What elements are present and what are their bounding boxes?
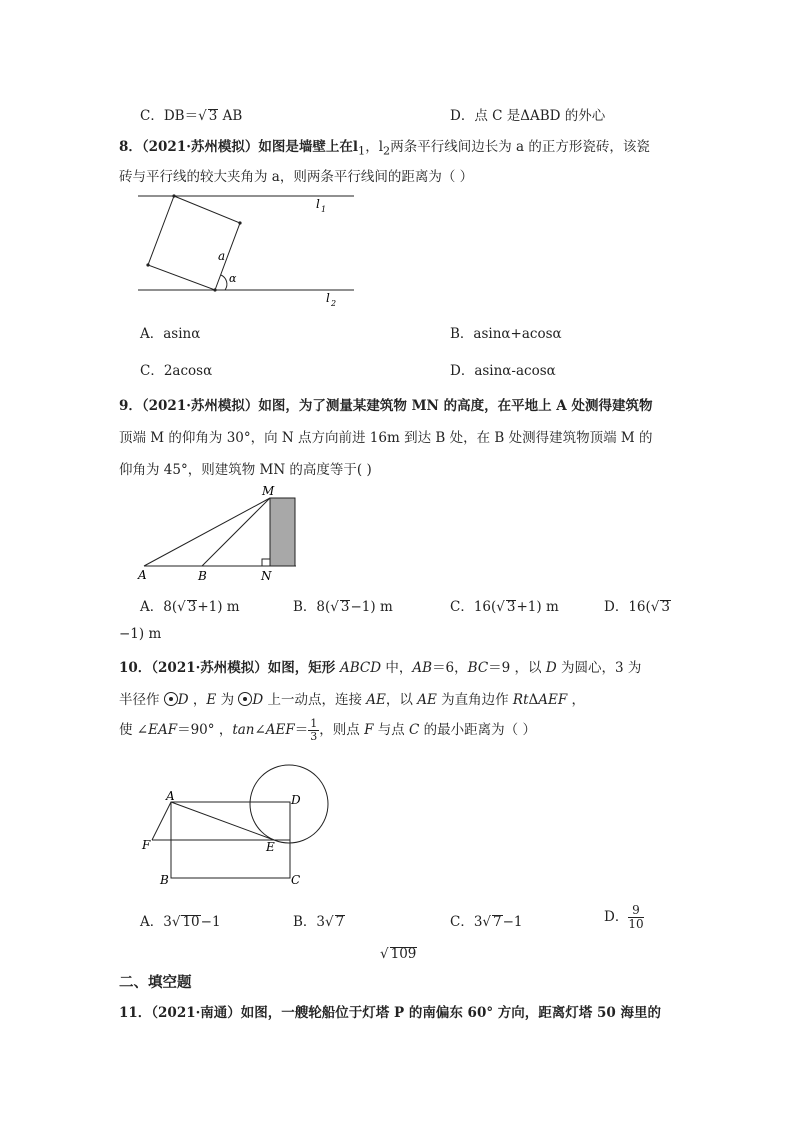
q10-stem-line2 [119,688,585,708]
q7-option-c-tail: AB [222,108,243,124]
q10-option-a-post: −1 [200,914,221,930]
q8-stem-line1 [119,135,650,158]
q10-line3-e: ＝ [294,722,309,739]
q10-option-c-root: 7 [493,914,502,930]
q10-option-d [604,904,644,931]
q8-line1-tail: 两条平行线间边长为 a 的正方形瓷砖，该瓷 [390,139,650,155]
q10-line2-a: 半径作 [119,692,164,708]
q8-line1-text: 8．（2021·苏州模拟）如图是墙壁上在l [119,139,359,155]
q10-line3-a: 使 [119,722,137,739]
q10-line1-a: 10．（2021·苏州模拟）如图，矩形 [119,660,341,676]
q10-stem-line1 [119,656,641,676]
q9-option-b: B．8(√ 3−1) m [293,599,393,615]
q10-line3-c: ＝90° ， [177,722,233,739]
section-title: 二、填空题 [119,974,192,991]
q10-line3-j: 的最小距离为（ ） [419,722,536,739]
q9-option-d-pre: D．16( [604,599,651,615]
q9-option-d-root: 3 [661,599,670,615]
q9-n-label: N [261,569,272,583]
q10-line3-d: tan∠AEF [232,722,295,739]
q10-option-a-pre: A．3 [140,914,172,930]
q10-line2-l: Rt [512,692,529,708]
q7-option-d: D．点 C 是ΔABD 的外心 [450,108,606,124]
q9-option-b-pre: B．8( [293,599,331,615]
circle-dot-icon [238,692,252,706]
q11-stem-line1: 11．（2021·南通）如图，一艘轮船位于灯塔 P 的南偏东 60° 方向，距离灯塔 50 海里的 [119,1005,661,1021]
q10-line2-f: D [252,692,264,708]
q10-line1-c: 中， [381,660,413,676]
q10-line2-b: D [177,692,189,708]
q7-option-c-root: 3 [208,108,218,124]
q9-option-a-root: 3 [187,599,197,615]
q10-option-c: C．3√ 7−1 [450,914,523,930]
q10-option-b-pre: B．3 [293,914,326,930]
q10-stray-root: √ 109 [380,946,417,962]
q9-option-a: A．8(√ 3+1) m [140,599,240,615]
q10-line2-g: 上一动点，连接 [263,692,367,708]
q10-line2-i: ，以 [385,692,418,708]
q9-stem-line2: 顶端 M 的仰角为 30°，向 N 点方向前进 16m 到达 B 处，在 B 处测得建筑物顶端 M 的 [119,430,653,446]
circle-dot-icon [164,692,178,706]
q9-option-d-continued: −1) m [119,626,162,642]
q8-a-label: a [218,249,226,263]
q10-option-b-root: 7 [335,914,345,930]
q9-option-a-post: +1) m [197,599,240,615]
q10-line2-d: E [206,692,217,708]
q10-line1-i: 为圆心，3 为 [556,660,642,676]
q9-option-d: D．16(√ 3 [604,599,670,615]
q10-f-label: F [142,838,151,852]
q10-line2-k: 为直角边作 [436,692,513,708]
q10-option-d-fraction [628,904,643,931]
q8-option-a: A．asinα [140,326,201,342]
q10-line1-d: AB [412,660,433,676]
q8-sub1: 1 [358,144,366,158]
q10-option-c-pre: C．3 [450,914,483,930]
q10-option-b: B．3√ 7 [293,914,345,930]
q10-c-label: C [291,873,301,887]
q10-line1-h: D [545,660,557,676]
q10-line2-e: 为 [216,692,239,708]
q10-stem-line3 [119,718,536,743]
q10-frac-den: 3 [310,730,318,744]
q8-option-d: D．asinα-acosα [450,363,556,379]
q10-line2-c: ， [188,692,207,708]
q8-l1-sub: 1 [321,205,327,214]
q10-option-d-pre: D． [604,909,629,926]
q10-line3-f: ，则点 [319,722,365,739]
q9-m-label: M [262,484,275,498]
q10-line2-h: AE [366,692,386,708]
q9-b-label: B [198,569,207,583]
q8-line1-mid: ，l [365,139,384,155]
q10-tan-fraction [308,718,319,743]
q8-l2-label: l [326,291,330,305]
q10-line2-j: AE [417,692,437,708]
q10-option-d-num: 9 [628,904,643,918]
q10-line1-e: ＝6， [432,660,468,676]
q10-line3-i: C [409,722,420,739]
q7-option-c: C．DB＝√ 3 AB [140,108,243,124]
q10-a-label: A [166,789,175,803]
q9-option-b-root: 3 [340,599,350,615]
q9-figure [130,482,310,587]
q10-stray-root-value: 109 [390,946,417,962]
q8-option-c: C．2acosα [140,363,213,379]
q9-option-c: C．16(√ 3+1) m [450,599,559,615]
q10-line1-f: BC [467,660,489,676]
q10-line2-m: Δ [528,692,539,708]
q9-option-a-pre: A．8( [140,599,178,615]
q9-stem-line3: 仰角为 45°，则建筑物 MN 的高度等于( ) [119,462,372,478]
q10-line1-g: ＝9 ，以 [488,660,546,676]
q9-a-label: A [138,568,147,582]
q10-e-label: E [266,840,275,854]
q10-line2-n: AEF [538,692,568,708]
q10-line3-h: 与点 [373,722,410,739]
q10-line1-b: ABCD [340,660,382,676]
q10-line2-o: ， [567,692,586,708]
q10-option-a: A．3√ 10−1 [140,914,221,930]
q9-option-c-post: +1) m [516,599,559,615]
q10-option-d-den: 10 [628,917,644,932]
q10-line3-b: ∠EAF [136,722,178,739]
q10-figure [130,760,350,895]
q10-option-c-post: −1 [502,914,523,930]
q9-option-b-post: −1) m [350,599,393,615]
q9-stem-line1: 9．（2021·苏州模拟）如图，为了测量某建筑物 MN 的高度，在平地上 A 处测得建筑物 [119,398,653,414]
q8-stem-line2: 砖与平行线的较大夹角为 a，则两条平行线间的距离为（ ） [119,169,474,185]
q8-figure [130,188,370,313]
q8-sub2: 2 [383,144,391,158]
q9-option-c-pre: C．16( [450,599,497,615]
q7-option-c-text: C．DB＝ [140,108,199,124]
q8-alpha-label: α [229,272,237,285]
q10-frac-num: 1 [310,717,318,730]
q9-option-c-root: 3 [506,599,516,615]
q10-d-label: D [291,793,301,807]
q8-l2-sub: 2 [331,299,337,308]
q10-b-label: B [160,873,169,887]
q8-option-b: B．asinα+acosα [450,326,562,342]
q8-l1-label: l [316,197,320,211]
q10-line3-g: F [364,722,374,739]
q10-option-a-root: 10 [182,914,200,930]
